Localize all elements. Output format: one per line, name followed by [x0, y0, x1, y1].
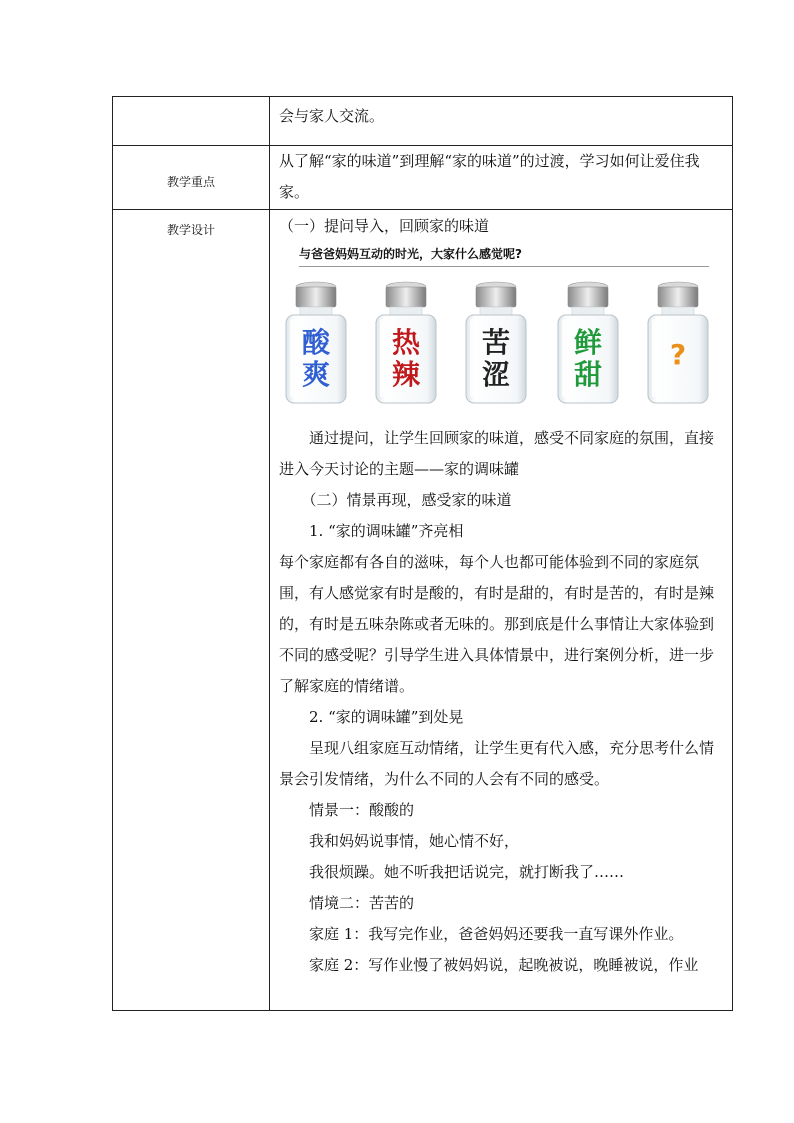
seasoning-jars: [279, 273, 724, 423]
slide-image: [279, 246, 724, 423]
paragraph-2: 每个家庭都有各自的滋味，每个人也都可能体验到不同的家庭氛围，有人感觉家有时是酸的，有时是甜的，有时是苦的，有时是辣的，有时是五味杂陈或者无味的。那到底是什么事情让大家体验到不同的感受呢？引导学生进入具体情景中，进行案例分析，进一步了解家庭的情绪谱。: [279, 553, 715, 695]
scene-1-line-2: 我很烦躁。她不听我把话说完，就打断我了……: [309, 863, 625, 881]
jar-label: [645, 339, 711, 371]
key-points-label: 教学重点: [166, 175, 215, 189]
jar-sour: [283, 279, 349, 409]
jar-label-char: 涩: [481, 358, 510, 391]
jar-label: [283, 327, 349, 391]
row-content-continuation: [279, 101, 724, 132]
jar-label-char: 热: [391, 326, 420, 359]
continuation-text: 会与家人交流。: [279, 107, 385, 125]
jar-bitter: [463, 279, 529, 409]
scene-1-title: 情景一：酸酸的: [309, 801, 415, 819]
jar-label-char: 甜: [573, 358, 602, 391]
jar-unknown: [645, 279, 711, 409]
jar-label: [463, 327, 529, 391]
design-label: 教学设计: [166, 223, 215, 237]
scene-1-line-1: 我和妈妈说事情，她心情不好，: [309, 832, 520, 850]
jar-label-char: 辣: [391, 358, 420, 391]
lesson-plan-table: [112, 96, 733, 1011]
design-content: [279, 211, 724, 981]
family-1: 家庭 1：我写完作业，爸爸妈妈还要我一直写课外作业。: [309, 925, 684, 943]
row-divider: [113, 209, 732, 210]
slide-title: 与爸爸妈妈互动的时光，大家什么感觉呢?: [299, 247, 522, 261]
jar-label: [555, 327, 621, 391]
list-item-1: 1. “家的调味罐”齐亮相: [309, 522, 464, 540]
jar-label-char: 酸: [301, 326, 330, 359]
key-points-content: [279, 146, 724, 208]
list-item-2: 2. “家的调味罐”到处晃: [309, 708, 464, 726]
jar-label-char: 爽: [301, 358, 330, 391]
jar-sweet: [555, 279, 621, 409]
jar-label-char: 鲜: [573, 326, 602, 359]
column-divider: [269, 97, 270, 1010]
scene-2-title: 情境二：苦苦的: [309, 894, 415, 912]
family-2: 家庭 2：写作业慢了被妈妈说，起晚被说，晚睡被说，作业: [309, 956, 699, 974]
section-heading-1: （一）提问导入，回顾家的味道: [279, 217, 490, 235]
jar-label-char: ?: [669, 338, 687, 371]
slide-divider: [299, 266, 709, 267]
key-points-text: 从了解“家的味道”到理解“家的味道”的过渡，学习如何让爱住我家。: [279, 152, 700, 201]
jar-spicy: [373, 279, 439, 409]
section-heading-2: （二）情景再现，感受家的味道: [301, 491, 512, 509]
jar-label: [373, 327, 439, 391]
intro-paragraph: 通过提问，让学生回顾家的味道，感受不同家庭的氛围，直接进入今天讨论的主题——家的调味罐: [279, 429, 715, 478]
paragraph-3: 呈现八组家庭互动情绪，让学生更有代入感，充分思考什么情景会引发情绪，为什么不同的人会有不同的感受。: [279, 739, 715, 788]
jar-label-char: 苦: [481, 326, 510, 359]
